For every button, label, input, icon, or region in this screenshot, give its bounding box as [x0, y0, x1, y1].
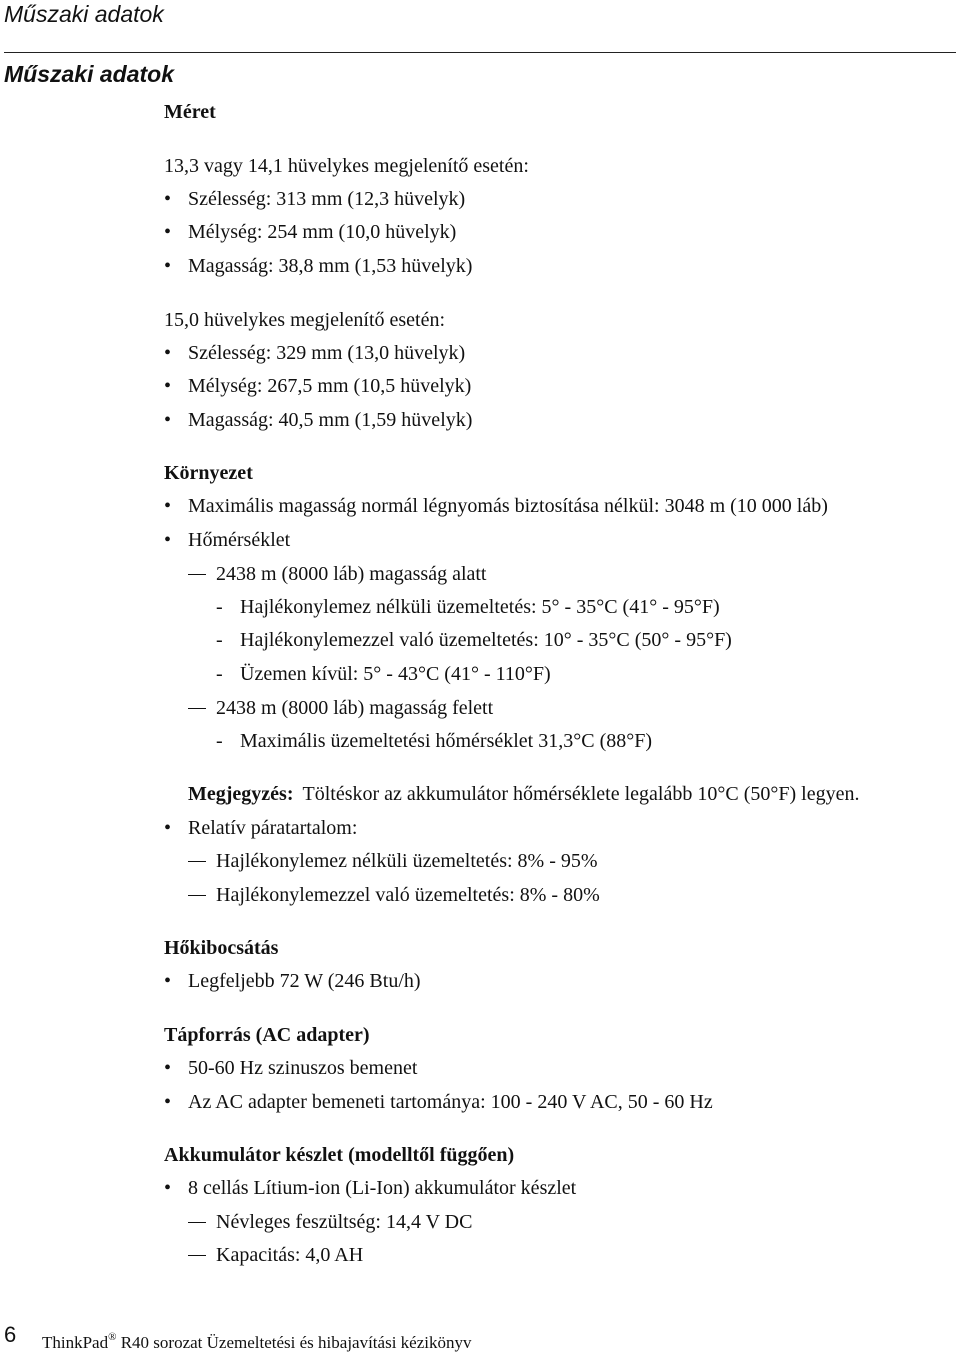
page-footer — [0, 1322, 960, 1350]
section-title: Műszaki adatok — [4, 61, 174, 87]
list-item: • 8 cellás Lítium-ion (Li-Ion) akkumulátor készlet — [188, 1176, 576, 1200]
list-item: • Hőmérséklet — [188, 528, 290, 552]
list-item: • Szélesség: 329 mm (13,0 hüvelyk) — [188, 341, 465, 365]
note-text: Töltéskor az akkumulátor hőmérséklete legalább 10°C (50°F) legyen. — [302, 783, 860, 805]
sub-item: 2438 m (8000 láb) magasság felett — [216, 697, 494, 719]
heat-heading: Hőkibocsátás — [164, 937, 279, 959]
power-heading: Tápforrás (AC adapter) — [164, 1024, 370, 1046]
sub-item: Kapacitás: 4,0 AH — [216, 1244, 364, 1266]
size-heading: Méret — [164, 101, 216, 123]
header-rule — [4, 52, 956, 53]
sub-sub-item: - Hajlékonylemezzel való üzemeltetés: 10° - 35°C (50° - 95°F) — [240, 628, 732, 652]
list-item: • Legfeljebb 72 W (246 Btu/h) — [188, 969, 421, 993]
size-group2-intro: 15,0 hüvelykes megjelenítő esetén: — [164, 309, 446, 331]
sub-item: Névleges feszültség: 14,4 V DC — [216, 1211, 473, 1233]
note — [188, 782, 859, 806]
list-item: • 50-60 Hz szinuszos bemenet — [188, 1056, 417, 1080]
environment-heading: Környezet — [164, 462, 253, 484]
sub-item: Hajlékonylemez nélküli üzemeltetés: 8% - 95% — [216, 850, 598, 872]
list-item: • Mélység: 254 mm (10,0 hüvelyk) — [188, 220, 456, 244]
list-item: • Magasság: 40,5 mm (1,59 hüvelyk) — [188, 408, 472, 432]
list-item: • Magasság: 38,8 mm (1,53 hüvelyk) — [188, 254, 472, 278]
sub-item: 2438 m (8000 láb) magasság alatt — [216, 563, 487, 585]
list-item: • Maximális magasság normál légnyomás biztosítása nélkül: 3048 m (10 000 láb) — [188, 494, 828, 518]
sub-sub-item: - Hajlékonylemez nélküli üzemeltetés: 5° - 35°C (41° - 95°F) — [240, 595, 720, 619]
list-item: • Szélesség: 313 mm (12,3 hüvelyk) — [188, 187, 465, 211]
list-item: • Relatív páratartalom: — [188, 816, 357, 840]
footer-brand: ThinkPad — [42, 1333, 109, 1352]
size-group1-intro: 13,3 vagy 14,1 hüvelykes megjelenítő esetén: — [164, 155, 529, 177]
list-item: • Az AC adapter bemeneti tartománya: 100 - 240 V AC, 50 - 60 Hz — [188, 1090, 713, 1114]
page-number: 6 — [4, 1322, 17, 1347]
footer-rest: R40 sorozat Üzemeltetési és hibajavítási kézikönyv — [116, 1333, 472, 1352]
sub-sub-item: - Maximális üzemeltetési hőmérséklet 31,3°C (88°F) — [240, 729, 652, 753]
sub-item: Hajlékonylemezzel való üzemeltetés: 8% - 80% — [216, 884, 600, 906]
sub-sub-item: - Üzemen kívül: 5° - 43°C (41° - 110°F) — [240, 662, 551, 686]
footer-title — [42, 1325, 471, 1355]
registered-mark: ® — [108, 1331, 117, 1343]
list-item: • Mélység: 267,5 mm (10,5 hüvelyk) — [188, 374, 471, 398]
note-label: Megjegyzés: — [188, 783, 294, 805]
battery-heading: Akkumulátor készlet (modelltől függően) — [164, 1144, 515, 1166]
running-head: Műszaki adatok — [4, 1, 164, 27]
